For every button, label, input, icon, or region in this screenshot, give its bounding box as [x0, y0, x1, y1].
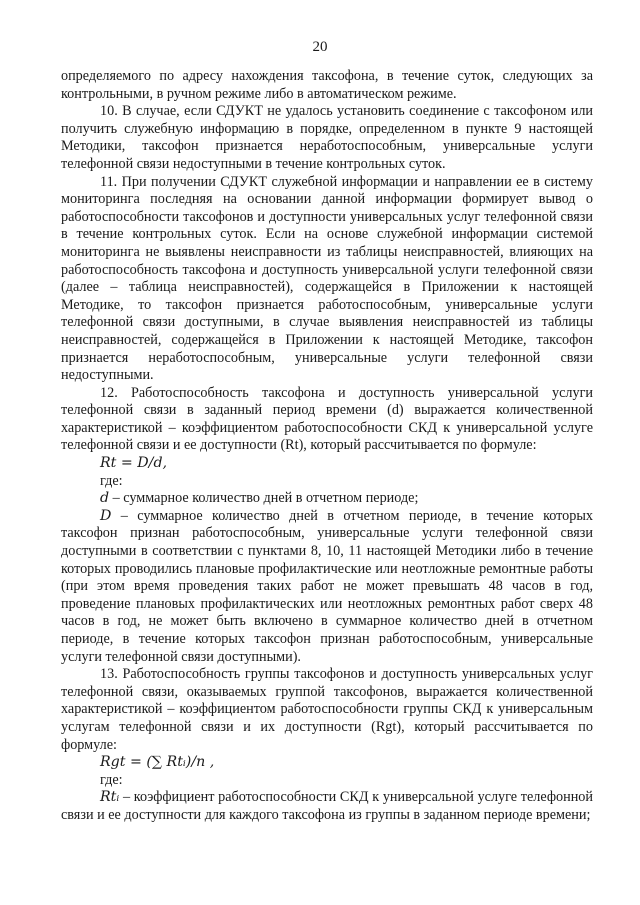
- document-body: [61, 68, 593, 825]
- formula-rgt: Rgt = (∑ Rtᵢ)/n ,: [100, 754, 215, 771]
- where-label: где:: [100, 771, 123, 788]
- definition-symbol: Rtᵢ: [100, 789, 120, 806]
- definition-d-lower: [61, 490, 593, 508]
- definition-symbol: d: [100, 490, 110, 507]
- formula-rt: Rt = D/d,: [100, 455, 168, 472]
- definition-text: – коэффициент работоспособности СКД к универсальной услуге телефонной связи и ее доступности для каждого таксофона из группы в заданном периоде времени;: [61, 789, 593, 823]
- definition-text: – суммарное количество дней в отчетном периоде, в течение которых таксофон признан работоспособным, универсальные услуги телефонной связи доступными в соответствии с пунктами 8, 10, 11 настоящей Методики либо в течение которых проводились плановые профилактические или неотложные ремонтные работы (при этом время проведения таких работ не может превышать 48 часов в год, проведение плановых профилактических или неотложных ремонтных работ сверх 48 часов в год, не может быть включено в суммарное количество дней в отчетном периоде, в течение которых таксофон признан работоспособным, универсальные услуги телефонной связи доступными).: [61, 507, 593, 665]
- paragraph-12: 12. Работоспособность таксофона и доступность универсальной услуги телефонной связи в заданный период времени (d) выражается количественной характеристикой – коэффициентом работоспособности СКД к универсальной услуге телефонной связи и ее доступности (Rt), который рассчитывается по формуле:: [61, 384, 593, 454]
- definition-rti: [61, 789, 593, 824]
- paragraph-10: 10. В случае, если СДУКТ не удалось установить соединение с таксофоном или получить служебную информацию в порядке, определенном в пункте 9 настоящей Методики, таксофон признается неработоспособным, универсальные услуги телефонной связи недоступными в течение контрольных суток.: [61, 103, 593, 172]
- definition-symbol: D: [100, 507, 112, 524]
- paragraph-11: 11. При получении СДУКТ служебной информации и направлении ее в систему мониторинга последняя на основании данной информации формирует вывод о работоспособности таксофонов и доступности универсальных услуг телефонной связи в течение контрольных суток. Если на основе служебной информации системой мониторинга не выявлены неисправности из таблицы неисправностей, влияющих на работоспособность таксофона и доступность универсальной услуги телефонной связи (далее – таблица неисправностей), содержащейся в Приложении к настоящей Методике, то таксофон признается работоспособным, универсальные услуги телефонной связи доступными, в случае выявления неисправностей из таблицы неисправностей, содержащейся в Приложении к настоящей Методике, таксофон признается неработоспособным, универсальные услуги телефонной связи недоступными.: [61, 173, 593, 384]
- page-number: 20: [312, 39, 328, 55]
- definition-d-upper: [61, 508, 593, 666]
- paragraph-13: 13. Работоспособность группы таксофонов и доступность универсальных услуг телефонной связи, оказываемых группой таксофонов, выражается количественной характеристикой – коэффициентом работоспособности группы СКД к универсальным услугам телефонной связи и их доступности (Rgt), который рассчитывается по формуле:: [61, 666, 593, 753]
- where-label: где:: [100, 472, 123, 489]
- definition-text: – суммарное количество дней в отчетном периоде;: [109, 490, 419, 507]
- paragraph-continuation: определяемого по адресу нахождения таксофона, в течение суток, следующих за контрольными, в ручном режиме либо в автоматическом режиме.: [61, 68, 593, 102]
